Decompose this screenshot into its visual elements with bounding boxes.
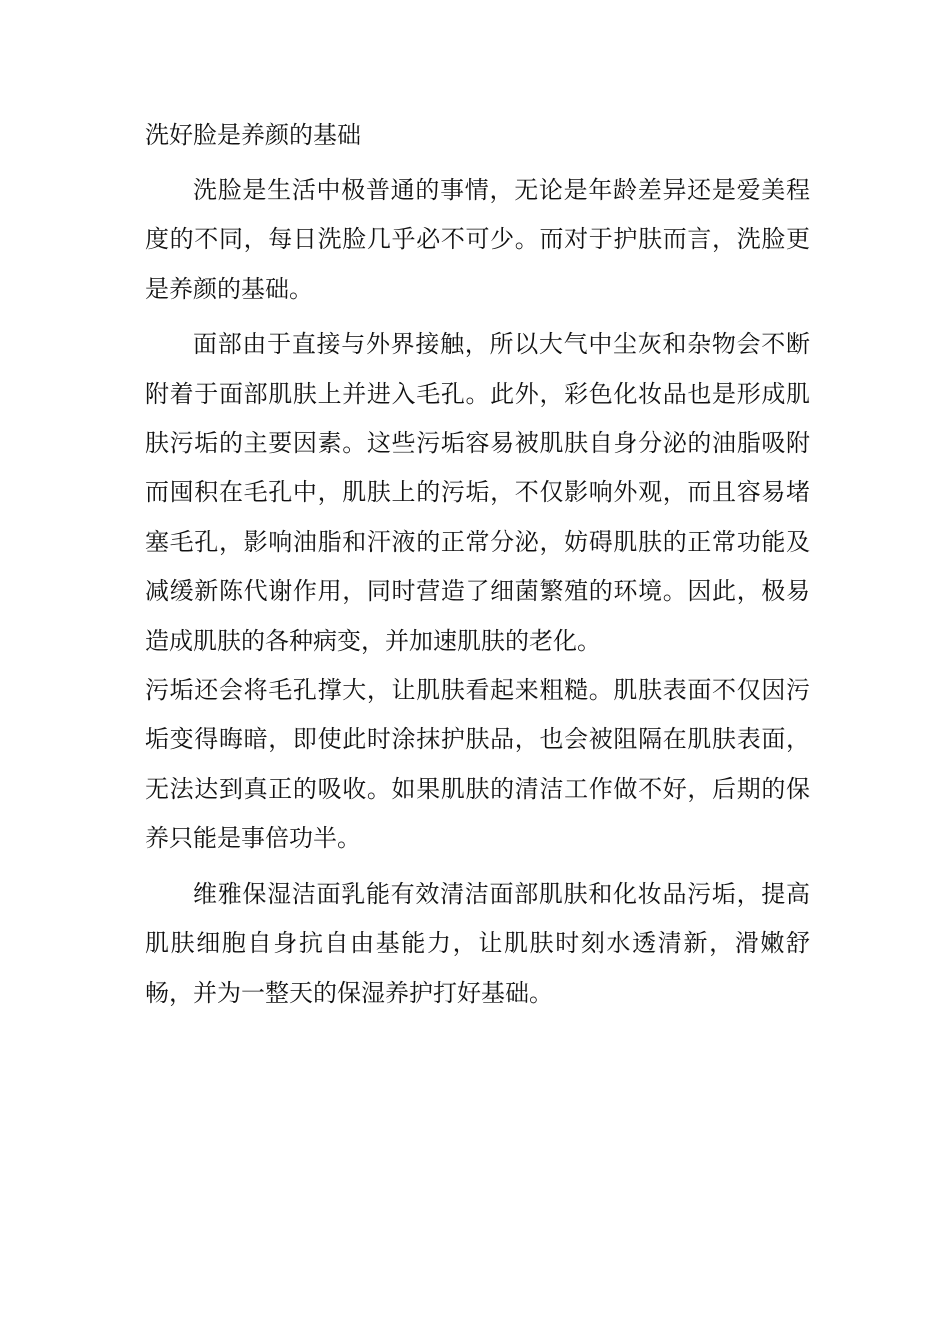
document-title: 洗好脸是养颜的基础: [145, 121, 361, 149]
paragraph-product: 维雅保湿洁面乳能有效清洁面部肌肤和化妆品污垢，提高肌肤细胞自身抗自由基能力，让肌肤时刻水透清新，滑嫩舒畅，并为一整天的保湿养护打好基础。: [145, 879, 810, 1007]
document-body: [145, 111, 810, 1018]
paragraph-causes: 面部由于直接与外界接触，所以大气中尘灰和杂物会不断附着于面部肌肤上并进入毛孔。此外，彩色化妆品也是形成肌肤污垢的主要因素。这些污垢容易被肌肤自身分泌的油脂吸附而囤积在毛孔中，肌肤上的污垢，不仅影响外观，而且容易堵塞毛孔，影响油脂和汗液的正常分泌，妨碍肌肤的正常功能及减缓新陈代谢作用，同时营造了细菌繁殖的环境。因此，极易造成肌肤的各种病变，并加速肌肤的老化。: [145, 330, 810, 655]
paragraph-intro: 洗脸是生活中极普通的事情，无论是年龄差异还是爱美程度的不同，每日洗脸几乎必不可少。而对于护肤而言，洗脸更是养颜的基础。: [145, 176, 810, 303]
paragraph-effects: 污垢还会将毛孔撑大，让肌肤看起来粗糙。肌肤表面不仅因污垢变得晦暗，即使此时涂抹护肤品，也会被阻隔在肌肤表面，无法达到真正的吸收。如果肌肤的清洁工作做不好，后期的保养只能是事倍功半。: [145, 676, 810, 853]
